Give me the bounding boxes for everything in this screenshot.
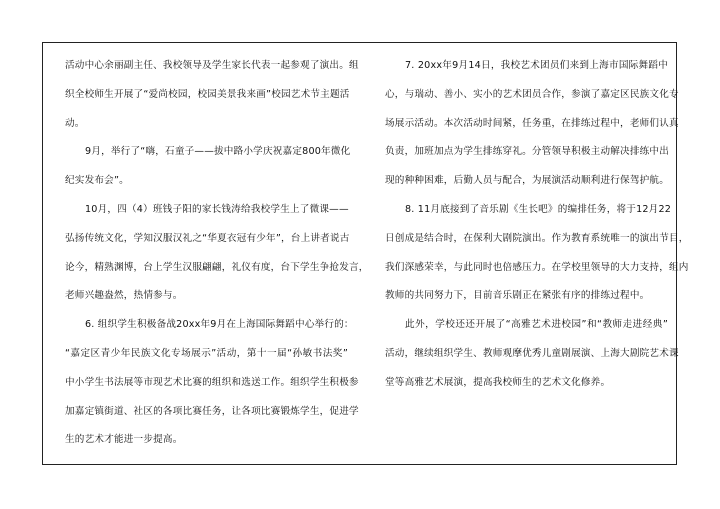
text-line: 教师的共同努力下，目前音乐剧正在紧张有序的排练过程中。 xyxy=(385,290,650,302)
text-line: 日创成是结合时，在保利大剧院演出。作为教育系统唯一的演出节目， xyxy=(385,232,689,244)
page-border-frame xyxy=(42,42,689,465)
text-line: 我们深感荣幸，与此同时也倍感压力。在学校里领导的大力支持，组内 xyxy=(385,261,689,273)
text-line: 场展示活动。本次活动时间紧，任务重，在排练过程中，老师们认真 xyxy=(385,117,679,129)
text-line: 生的艺术才能进一步提高。 xyxy=(65,434,183,446)
text-line: 织全校师生开展了“爱尚校园，校园美景我来画”校园艺术节主题活 xyxy=(65,88,350,100)
text-line: 加嘉定镇街道、社区的各项比赛任务，让各项比赛锻炼学生，促进学 xyxy=(65,405,359,417)
text-line: 堂等高雅艺术展演，提高我校师生的艺术文化修养。 xyxy=(385,376,611,388)
text-line: 纪实发布会”。 xyxy=(65,175,129,187)
text-line: 7. 20xx年9月14日，我校艺术团员们来到上海市国际舞蹈中 xyxy=(405,60,668,71)
text-line: 心，与瑞动、善小、实小的艺术团员合作，参演了嘉定区民族文化专 xyxy=(385,88,679,100)
text-line: 论今，精熟渊博，台上学生汉服翩翩，礼仪有度，台下学生争抢发言， xyxy=(65,261,369,273)
text-line: 中小学生书法展等市现艺术比赛的组织和选送工作。组织学生积极参 xyxy=(65,376,359,388)
text-line: 活动中心余丽副主任、我校领导及学生家长代表一起参观了演出。组 xyxy=(65,60,359,71)
left-text-column xyxy=(65,58,369,461)
text-line: 现的种种困难，后勤人员与配合，为展演活动顺利进行保驾护航。 xyxy=(385,175,670,187)
text-line: 6. 组织学生积极备战20xx年9月在上海国际舞蹈中心举行的： xyxy=(85,319,354,331)
right-text-column xyxy=(385,58,689,404)
text-line: 老师兴趣盎然，热情参与。 xyxy=(65,290,183,302)
text-line: “嘉定区青少年民族文化专场展示”活动，第十一届“孙敏书法奖” xyxy=(65,347,348,359)
text-line: 负责，加班加点为学生排练穿礼。分管领导积极主动解决排练中出 xyxy=(385,146,670,158)
text-line: 8. 11月底接到了音乐剧《生长吧》的编排任务，将于12月22 xyxy=(405,203,672,215)
text-line: 此外，学校还还开展了“高雅艺术进校园”和“教师走进经典” xyxy=(405,319,668,331)
text-line: 动。 xyxy=(65,117,85,129)
text-line: 活动，继续组织学生、教师观摩优秀儿童剧展演、上海大剧院艺术课 xyxy=(385,347,679,359)
text-line: 弘扬传统文化，学知汉服汉礼之“华夏衣冠有少年”，台上讲者说古 xyxy=(65,232,350,244)
text-line: 10月，四（4）班钱子阳的家长钱涛给我校学生上了微课—— xyxy=(85,203,349,215)
text-line: 9月，举行了“嗨，石童子——拔中路小学庆祝嘉定800年微化 xyxy=(85,146,351,158)
